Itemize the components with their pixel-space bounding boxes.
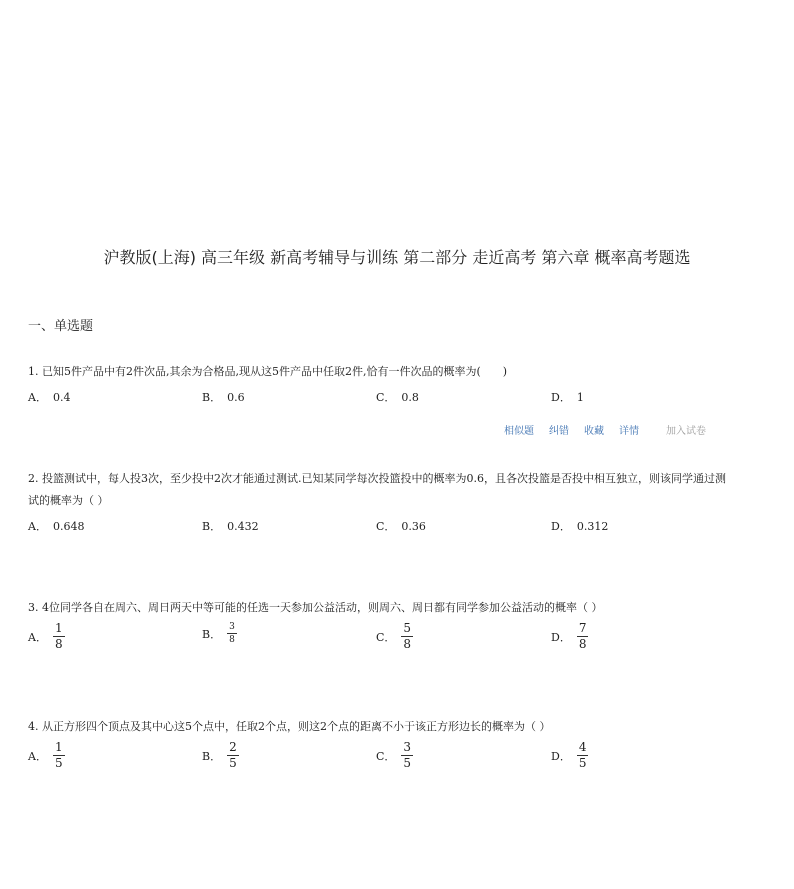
fraction-numerator: 1 bbox=[54, 740, 63, 754]
option-label: D． bbox=[551, 391, 571, 404]
fraction-numerator: 2 bbox=[229, 740, 237, 754]
option-a[interactable] bbox=[28, 518, 84, 534]
option-label: B． bbox=[202, 391, 222, 404]
add-to-paper-button[interactable]: 加入试卷 bbox=[666, 426, 706, 437]
fraction-numerator: 1 bbox=[54, 621, 63, 635]
question-3-text: 3. 4位同学各自在周六、周日两天中等可能的任选一天参加公益活动，则周六、周日都有同学参加公益活动的概率（ ） bbox=[28, 601, 603, 614]
option-value: 1 bbox=[576, 390, 584, 404]
option-a[interactable] bbox=[28, 389, 70, 405]
fraction-denominator: 5 bbox=[578, 756, 587, 770]
fraction-denominator: 8 bbox=[54, 637, 63, 651]
option-value: 0.432 bbox=[227, 519, 259, 533]
option-value: 0.6 bbox=[227, 390, 245, 404]
fraction-denominator: 8 bbox=[578, 637, 587, 651]
option-label: D． bbox=[551, 749, 571, 763]
question-2-text: 2. 投篮测试中，每人投3次，至少投中2次才能通过测试.已知某同学每次投篮投中的概率为0.6，且各次投篮是否投中相互独立，则该同学通过测试的概率为（ ） bbox=[28, 472, 726, 507]
option-c[interactable] bbox=[376, 622, 413, 651]
fraction-denominator: 8 bbox=[403, 637, 412, 651]
fraction bbox=[401, 622, 413, 651]
fraction bbox=[227, 741, 239, 770]
option-d[interactable] bbox=[551, 622, 588, 651]
section-heading: 一、单选题 bbox=[28, 319, 94, 334]
option-value: 0.312 bbox=[576, 519, 609, 533]
option-value: 0.4 bbox=[52, 390, 71, 404]
document-title: 沪教版(上海) 高三年级 新高考辅导与训练 第二部分 走近高考 第六章 概率高考题选 bbox=[103, 248, 691, 267]
option-label: B． bbox=[202, 749, 222, 763]
option-label: B． bbox=[202, 627, 222, 641]
option-label: A． bbox=[28, 749, 47, 763]
option-b[interactable] bbox=[202, 389, 245, 405]
fraction bbox=[53, 622, 65, 651]
fraction-numerator: 3 bbox=[229, 622, 235, 632]
fraction-denominator: 5 bbox=[403, 756, 412, 770]
option-b[interactable] bbox=[202, 622, 237, 645]
question-4-text: 4. 从正方形四个顶点及其中心这5个点中，任取2个点，则这2个点的距离不小于该正方形边长的概率为（ ） bbox=[28, 720, 551, 733]
option-label: A． bbox=[28, 520, 47, 533]
option-label: D． bbox=[551, 630, 571, 644]
option-label: C． bbox=[376, 749, 396, 763]
option-label: B． bbox=[202, 520, 222, 533]
option-label: A． bbox=[28, 630, 47, 644]
details-link[interactable]: 详情 bbox=[619, 426, 639, 437]
option-d[interactable] bbox=[551, 518, 608, 534]
fraction bbox=[577, 622, 589, 651]
question-1-text: 1. 已知5件产品中有2件次品,其余为合格品,现从这5件产品中任取2件,恰有一件次品的概率为( ) bbox=[28, 365, 508, 378]
option-d[interactable] bbox=[551, 741, 588, 770]
option-label: C． bbox=[376, 520, 396, 533]
option-label: C． bbox=[376, 391, 396, 404]
option-c[interactable] bbox=[376, 518, 426, 534]
fraction-numerator: 4 bbox=[578, 740, 587, 754]
report-error-link[interactable]: 纠错 bbox=[549, 426, 569, 437]
fraction-denominator: 8 bbox=[229, 635, 235, 645]
fraction-numerator: 7 bbox=[578, 621, 587, 635]
option-a[interactable] bbox=[28, 622, 65, 651]
option-c[interactable] bbox=[376, 741, 413, 770]
option-b[interactable] bbox=[202, 518, 259, 534]
option-value: 0.648 bbox=[52, 519, 85, 533]
option-d[interactable] bbox=[551, 389, 584, 405]
similar-questions-link[interactable]: 相似题 bbox=[504, 426, 534, 437]
option-label: C． bbox=[376, 630, 396, 644]
option-b[interactable] bbox=[202, 741, 239, 770]
option-value: 0.36 bbox=[401, 519, 426, 533]
fraction bbox=[53, 741, 65, 770]
favorite-link[interactable]: 收藏 bbox=[584, 426, 604, 437]
option-a[interactable] bbox=[28, 741, 65, 770]
fraction-denominator: 5 bbox=[54, 756, 63, 770]
fraction bbox=[577, 741, 589, 770]
fraction-denominator: 5 bbox=[229, 756, 237, 770]
option-label: A． bbox=[28, 391, 47, 404]
fraction-numerator: 5 bbox=[403, 621, 412, 635]
option-c[interactable] bbox=[376, 389, 419, 405]
fraction bbox=[227, 622, 237, 645]
fraction bbox=[401, 741, 413, 770]
option-value: 0.8 bbox=[401, 390, 419, 404]
fraction-numerator: 3 bbox=[403, 740, 412, 754]
option-label: D． bbox=[551, 520, 571, 533]
